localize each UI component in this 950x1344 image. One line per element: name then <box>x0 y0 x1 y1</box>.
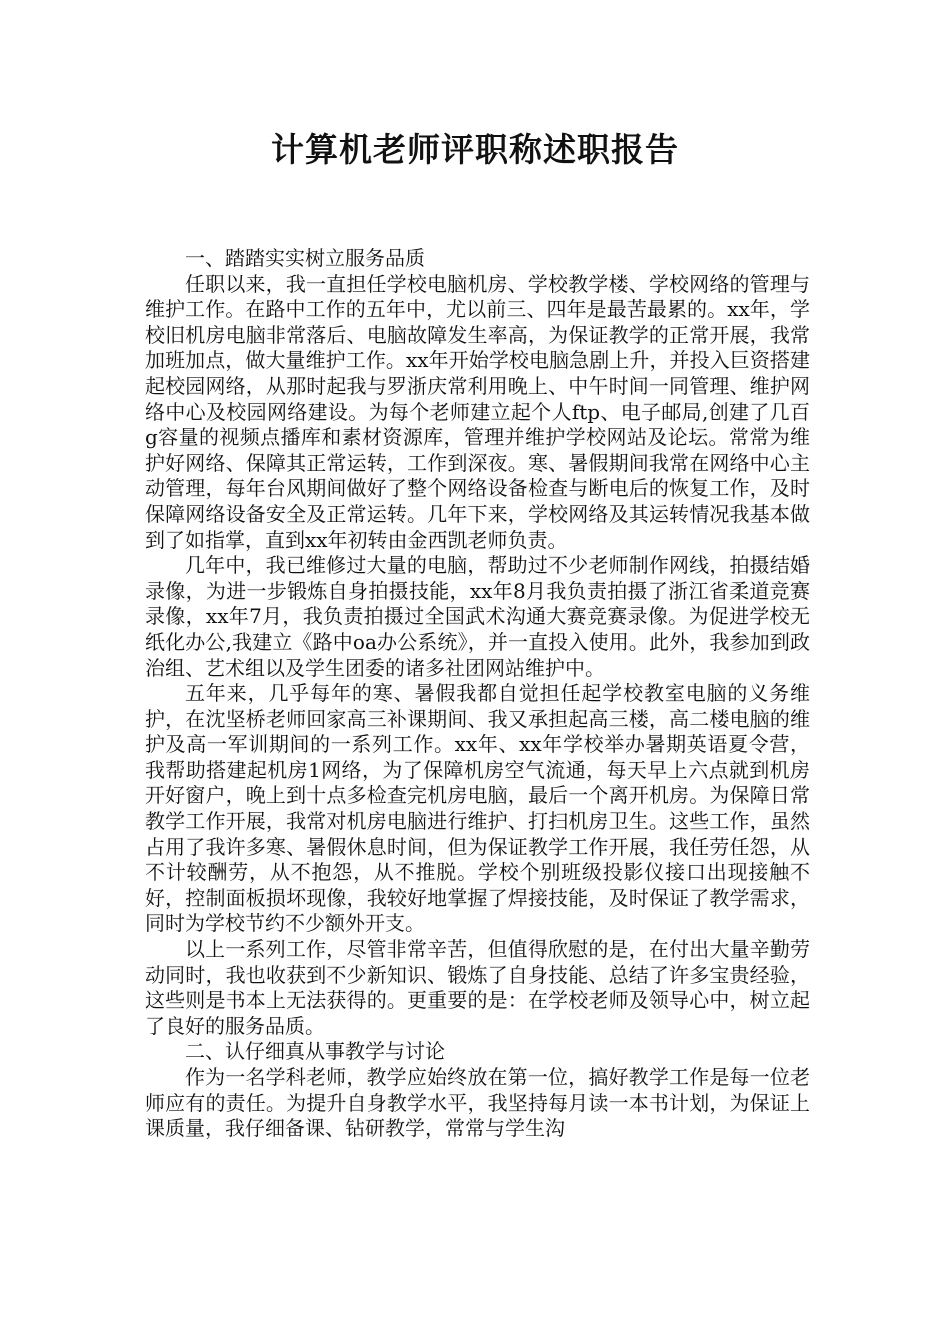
paragraph: 任职以来，我一直担任学校电脑机房、学校教学楼、学校网络的管理与维护工作。在路中工作的五年中，尤以前三、四年是最苦最累的。xx年，学校旧机房电脑非常落后、电脑故障发生率高，为保证教学的正常开展，我常加班加点，做大量维护工作。xx年开始学校电脑急剧上升，并投入巨资搭建起校园网络，从那时起我与罗浙庆常利用晚上、中午时间一同管理、维护网络中心及校园网络建设。为每个老师建立起个人ftp、电子邮局,创建了几百g容量的视频点播库和素材资源库，管理并维护学校网站及论坛。常常为维护好网络、保障其正常运转，工作到深夜。寒、暑假期间我常在网络中心主动管理，每年台风期间做好了整个网络设备检查与断电后的恢复工作，及时保障网络设备安全及正常运转。几年下来，学校网络及其运转情况我基本做到了如指掌，直到xx年初转由金西凯老师负责。 <box>145 271 810 552</box>
section-heading: 一、踏踏实实树立服务品质 <box>185 246 425 270</box>
document-title: 计算机老师评职称述职报告 <box>271 130 679 169</box>
paragraph: 以上一系列工作，尽管非常辛苦，但值得欣慰的是，在付出大量辛勤劳动同时，我也收获到不少新知识、锻炼了自身技能、总结了许多宝贵经验，这些则是书本上无法获得的。更重要的是：在学校老师及领导心中，树立起了良好的服务品质。 <box>145 937 810 1038</box>
paragraph: 几年中，我已维修过大量的电脑，帮助过不少老师制作网线，拍摄结婚录像，为进一步锻炼自身拍摄技能，xx年8月我负责拍摄了浙江省柔道竞赛录像，xx年7月，我负责拍摄过全国武术沟通大赛竞赛录像。为促进学校无纸化办公,我建立《路中oa办公系统》，并一直投入使用。此外，我参加到政治组、艺术组以及学生团委的诸多社团网站维护中。 <box>145 553 810 680</box>
section-heading: 二、认仔细真从事教学与讨论 <box>185 1039 445 1064</box>
paragraph: 五年来，几乎每年的寒、暑假我都自觉担任起学校教室电脑的义务维护，在沈坚桥老师回家高三补课期间、我又承担起高三楼，高二楼电脑的维护及高一军训期间的一系列工作。xx年、xx年学校举办暑期英语夏令营，我帮助搭建起机房1网络，为了保障机房空气流通，每天早上六点就到机房开好窗户，晚上到十点多检查完机房电脑，最后一个离开机房。为保障日常教学工作开展，我常对机房电脑进行维护、打扫机房卫生。这些工作，虽然占用了我许多寒、暑假休息时间，但为保证教学工作开展，我任劳任怨，从不计较酬劳，从不抱怨，从不推脱。学校个别班级投影仪接口出现接触不好，控制面板损坏现像，我较好地掌握了焊接技能，及时保证了教学需求，同时为学校节约不少额外开支。 <box>145 681 810 936</box>
document-body <box>145 246 810 1142</box>
paragraph: 作为一名学科老师，教学应始终放在第一位，搞好教学工作是每一位老师应有的责任。为提升自身教学水平，我坚持每月读一本书计划，为保证上课质量，我仔细备课、钻研教学，常常与学生沟 <box>145 1065 810 1141</box>
